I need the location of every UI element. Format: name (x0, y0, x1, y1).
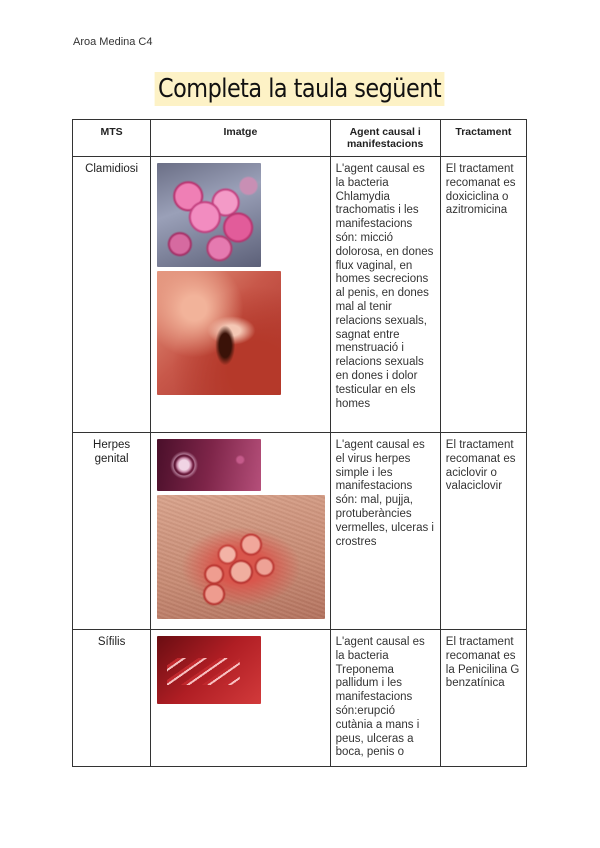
mts-table (72, 119, 527, 767)
agent-text: L'agent causal es la bacteria Chlamydia trachomatis i les manifestacions són: micció dolorosa, en dones flux vaginal, en homes secrecions al penis, en dones mal al tenir relacions sexuals, sagnat entre menstruació i relacions sexuals en dones i dolor testicular en els homes (330, 157, 440, 433)
disease-name: Sífilis (73, 630, 151, 767)
treatment-text: El tractament recomanat es la Penicilina G benzatínica (440, 630, 526, 767)
herpes-lesion-image (157, 495, 325, 619)
image-cell (151, 630, 330, 767)
herpes-virus-image (157, 439, 261, 491)
table-row (73, 157, 527, 433)
disease-name: Herpes genital (73, 433, 151, 630)
table-row (73, 630, 527, 767)
agent-text: L'agent causal es el virus herpes simple i les manifestacions són: mal, pujja, protuberàncies vermelles, ulceras i crostres (330, 433, 440, 630)
image-cell (151, 157, 330, 433)
image-cell (151, 433, 330, 630)
table-row (73, 433, 527, 630)
treatment-text: El tractament recomanat es doxiciclina o azitromicina (440, 157, 526, 433)
agent-text: L'agent causal es la bacteria Treponema pallidum i les manifestacions són:erupció cutània a mans i peus, ulceras a boca, penis o (330, 630, 440, 767)
page-title: Completa la taula següent (155, 72, 445, 106)
chlamydia-bacteria-image (157, 163, 261, 267)
treponema-bacteria-image (157, 636, 261, 704)
header-agent: Agent causal i manifestacions (330, 120, 440, 157)
chlamydia-symptom-image (157, 271, 281, 395)
author-name: Aroa Medina C4 (73, 36, 153, 48)
title-wrap (0, 72, 600, 106)
table-header-row (73, 120, 527, 157)
header-treatment: Tractament (440, 120, 526, 157)
header-image: Imatge (151, 120, 330, 157)
disease-name: Clamidiosi (73, 157, 151, 433)
header-mts: MTS (73, 120, 151, 157)
treatment-text: El tractament recomanat es aciclovir o valaciclovir (440, 433, 526, 630)
